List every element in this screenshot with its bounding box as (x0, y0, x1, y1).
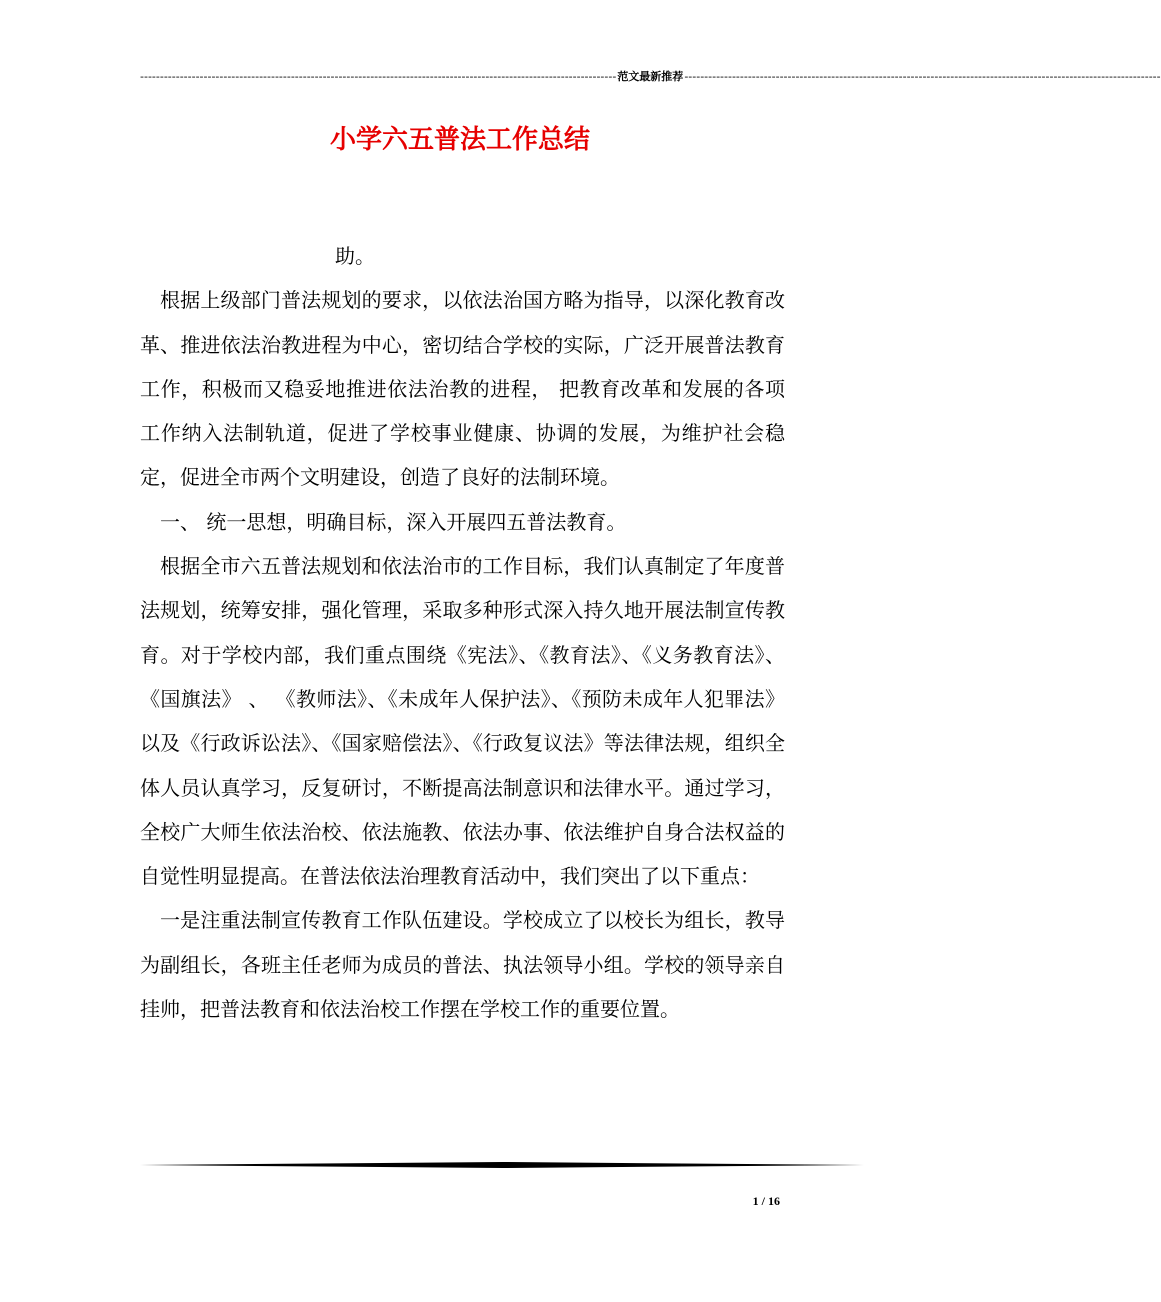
paragraph-intro: 助。 (335, 244, 375, 268)
paragraph-3: 一是注重法制宣传教育工作队伍建设。学校成立了以校长为组长，教导为副组长，各班主任老师为成员的普法、执法领导小组。学校的领导亲自挂帅，把普法教育和依法治校工作摆在学校工作的重要位置。 (140, 908, 785, 1022)
page-number: 1 / 16 (752, 1194, 780, 1208)
section-heading-1: 一、 统一思想，明确目标，深入开展四五普法教育。 (160, 509, 627, 534)
footer-rule (140, 1162, 864, 1168)
header-dashes-right: ------------------------------------------------------------------------------------------------------------------------ (684, 70, 1161, 83)
paragraph-2: 根据全市六五普法规划和依法治市的工作目标，我们认真制定了年度普法规划，统筹安排，强化管理，采取多种形式深入持久地开展法制宣传教育。对于学校内部，我们重点围绕《宪法》、《教育法》、《义务教育法》、《国旗法》 、 《教师法》、《未成年人保护法》、《预防未成年人犯罪法》以及《行政诉讼法》、《国家赔偿法》、《行政复议法》等法律法规，组织全体人员认真学习，反复研讨，不断提高法制意识和法律水平。通过学习，全校广大师生依法治校、依法施教、依法办事、依法维护自身合法权益的自觉性明显提高。在普法依法治理教育活动中，我们突出了以下重点： (140, 554, 785, 889)
paragraph-1: 根据上级部门普法规划的要求，以依法治国方略为指导，以深化教育改革、推进依法治教进程为中心，密切结合学校的实际，广泛开展普法教育工作，积极而又稳妥地推进依法治教的进程， 把教育改革和发展的各项工作纳入法制轨道，促进了学校事业健康、协调的发展，为维护社会稳定，促进全市两个文明建设，创造了良好的法制环境。 (140, 288, 785, 490)
page-header (140, 70, 1161, 84)
header-dashes-left: ------------------------------------------------------------------------------------------------------------------------ (140, 70, 617, 83)
document-body (140, 234, 785, 1031)
header-label: 范文最新推荐 (617, 70, 684, 83)
document-title: 小学六五普法工作总结 (329, 125, 590, 155)
